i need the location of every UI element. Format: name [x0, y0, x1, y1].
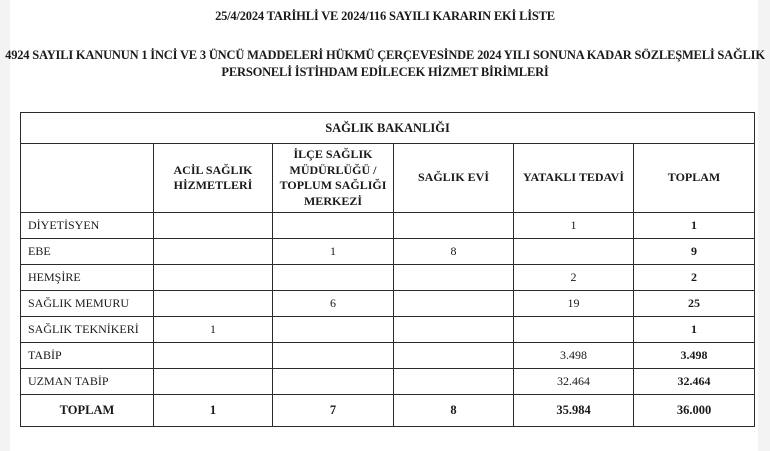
- cell-ilce: [273, 343, 394, 369]
- column-header-saglik-evi: SAĞLIK EVİ: [394, 144, 514, 213]
- row-label: SAĞLIK MEMURU: [21, 291, 154, 317]
- table-row-saglik-memuru: [21, 291, 755, 317]
- cell-saglik-evi: 8: [394, 239, 514, 265]
- table-row-ebe: [21, 239, 755, 265]
- total-saglik-evi: 8: [394, 395, 514, 427]
- total-toplam: 36.000: [634, 395, 755, 427]
- table-row-saglik-teknikeri: [21, 317, 755, 343]
- cell-acil: [154, 265, 273, 291]
- cell-toplam: 9: [634, 239, 755, 265]
- cell-yatakli: 3.498: [514, 343, 634, 369]
- cell-saglik-evi: [394, 291, 514, 317]
- staffing-table: [20, 112, 755, 427]
- cell-acil: [154, 343, 273, 369]
- table-row-diyetisyen: [21, 213, 755, 239]
- column-header-title: [21, 144, 154, 213]
- cell-saglik-evi: [394, 317, 514, 343]
- column-header-yatakli: YATAKLI TEDAVİ: [514, 144, 634, 213]
- cell-ilce: [273, 213, 394, 239]
- cell-acil: [154, 369, 273, 395]
- cell-acil: [154, 291, 273, 317]
- row-label: TABİP: [21, 343, 154, 369]
- cell-acil: [154, 239, 273, 265]
- cell-ilce: 6: [273, 291, 394, 317]
- cell-ilce: [273, 369, 394, 395]
- table-row-tabip: [21, 343, 755, 369]
- table-row-uzman-tabip: [21, 369, 755, 395]
- total-yatakli: 35.984: [514, 395, 634, 427]
- column-header-row: [21, 144, 755, 213]
- cell-toplam: 1: [634, 213, 755, 239]
- total-label: TOPLAM: [21, 395, 154, 427]
- column-header-acil: ACİL SAĞLIK HİZMETLERİ: [154, 144, 273, 213]
- cell-toplam: 25: [634, 291, 755, 317]
- cell-yatakli: 2: [514, 265, 634, 291]
- table-row-hemsire: [21, 265, 755, 291]
- row-label: SAĞLIK TEKNİKERİ: [21, 317, 154, 343]
- cell-ilce: [273, 265, 394, 291]
- cell-toplam: 2: [634, 265, 755, 291]
- document-title: 25/4/2024 TARİHLİ VE 2024/116 SAYILI KARARIN EKİ LİSTE: [215, 9, 555, 23]
- column-header-ilce: İLÇE SAĞLIK MÜDÜRLÜĞÜ / TOPLUM SAĞLIĞI MERKEZİ: [273, 144, 394, 213]
- row-label: EBE: [21, 239, 154, 265]
- document-subtitle: [0, 47, 770, 81]
- subtitle-line-1: 4924 SAYILI KANUNUN 1 İNCİ VE 3 ÜNCÜ MADDELERİ HÜKMÜ ÇERÇEVESİNDE 2024 YILI SONUNA KADAR SÖZLEŞMELİ SAĞLIK: [5, 48, 765, 62]
- cell-toplam: 32.464: [634, 369, 755, 395]
- cell-yatakli: [514, 239, 634, 265]
- cell-acil: 1: [154, 317, 273, 343]
- column-header-toplam: TOPLAM: [634, 144, 755, 213]
- cell-saglik-evi: [394, 343, 514, 369]
- subtitle-line-2: PERSONELİ İSTİHDAM EDİLECEK HİZMET BİRİMLERİ: [221, 65, 549, 79]
- table-row-total: [21, 395, 755, 427]
- cell-toplam: 3.498: [634, 343, 755, 369]
- cell-yatakli: [514, 317, 634, 343]
- total-ilce: 7: [273, 395, 394, 427]
- ministry-name: SAĞLIK BAKANLIĞI: [21, 113, 755, 144]
- row-label: UZMAN TABİP: [21, 369, 154, 395]
- ministry-header-row: [21, 113, 755, 144]
- cell-yatakli: 19: [514, 291, 634, 317]
- total-acil: 1: [154, 395, 273, 427]
- cell-acil: [154, 213, 273, 239]
- cell-yatakli: 1: [514, 213, 634, 239]
- cell-ilce: 1: [273, 239, 394, 265]
- cell-yatakli: 32.464: [514, 369, 634, 395]
- cell-saglik-evi: [394, 213, 514, 239]
- cell-saglik-evi: [394, 265, 514, 291]
- row-label: HEMŞİRE: [21, 265, 154, 291]
- cell-toplam: 1: [634, 317, 755, 343]
- cell-saglik-evi: [394, 369, 514, 395]
- cell-ilce: [273, 317, 394, 343]
- row-label: DİYETİSYEN: [21, 213, 154, 239]
